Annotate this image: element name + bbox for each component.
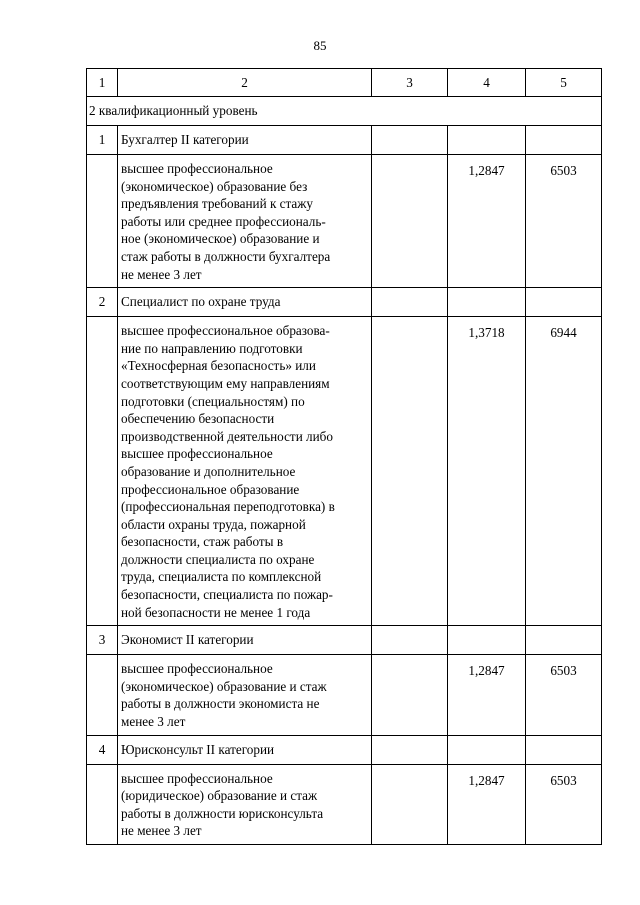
header-cell-5: 5: [526, 69, 602, 97]
position-number: 4: [87, 735, 118, 764]
position-requirements-row: [87, 155, 602, 288]
position-requirements: высшее профессиональное (экономическое) образование без предъявления требований к стажу работы или среднее профессиональ- ное (экономическое) образование и стаж работы в должности бухгалтера не менее 3 лет: [118, 155, 372, 288]
position-requirements-row: [87, 764, 602, 844]
salary-amount: 6503: [526, 764, 602, 844]
position-title-row: [87, 626, 602, 655]
salary-amount: 6503: [526, 155, 602, 288]
position-title: Юрисконсульт II категории: [118, 735, 372, 764]
header-cell-3: 3: [372, 69, 448, 97]
salary-amount: 6944: [526, 317, 602, 626]
salary-coefficient: 1,2847: [448, 655, 526, 735]
position-title-row: [87, 126, 602, 155]
position-number: 2: [87, 288, 118, 317]
position-number: 3: [87, 626, 118, 655]
table-header-row: [87, 69, 602, 97]
salary-coefficient: 1,2847: [448, 764, 526, 844]
position-title-row: [87, 288, 602, 317]
salary-coefficient: 1,2847: [448, 155, 526, 288]
salary-coefficient: 1,3718: [448, 317, 526, 626]
position-requirements: высшее профессиональное образова- ние по направлению подготовки «Техносферная безопасность» или соответствующим ему направлениям подготовки (специальностям) по обеспечению безопасности производственной деятельности либо высшее профессиональное образование и дополнительное профессиональное образование (профессиональная переподготовка) в области охраны труда, пожарной безопасности, стаж работы в должности специалиста по охране труда, специалиста по комплексной безопасности, специалиста по пожар- ной безопасности не менее 1 года: [118, 317, 372, 626]
position-number: 1: [87, 126, 118, 155]
qualification-table: [86, 68, 602, 845]
position-title-row: [87, 735, 602, 764]
position-title: Бухгалтер II категории: [118, 126, 372, 155]
position-requirements: высшее профессиональное (экономическое) образование и стаж работы в должности экономиста не менее 3 лет: [118, 655, 372, 735]
header-cell-1: 1: [87, 69, 118, 97]
salary-amount: 6503: [526, 655, 602, 735]
qualification-level-label: 2 квалификационный уровень: [87, 97, 602, 126]
position-requirements-row: [87, 655, 602, 735]
position-requirements: высшее профессиональное (юридическое) образование и стаж работы в должности юрисконсульта не менее 3 лет: [118, 764, 372, 844]
position-title: Экономист II категории: [118, 626, 372, 655]
qualification-level-row: [87, 97, 602, 126]
header-cell-2: 2: [118, 69, 372, 97]
page-number: 85: [313, 38, 327, 53]
header-cell-4: 4: [448, 69, 526, 97]
position-title: Специалист по охране труда: [118, 288, 372, 317]
position-requirements-row: [87, 317, 602, 626]
